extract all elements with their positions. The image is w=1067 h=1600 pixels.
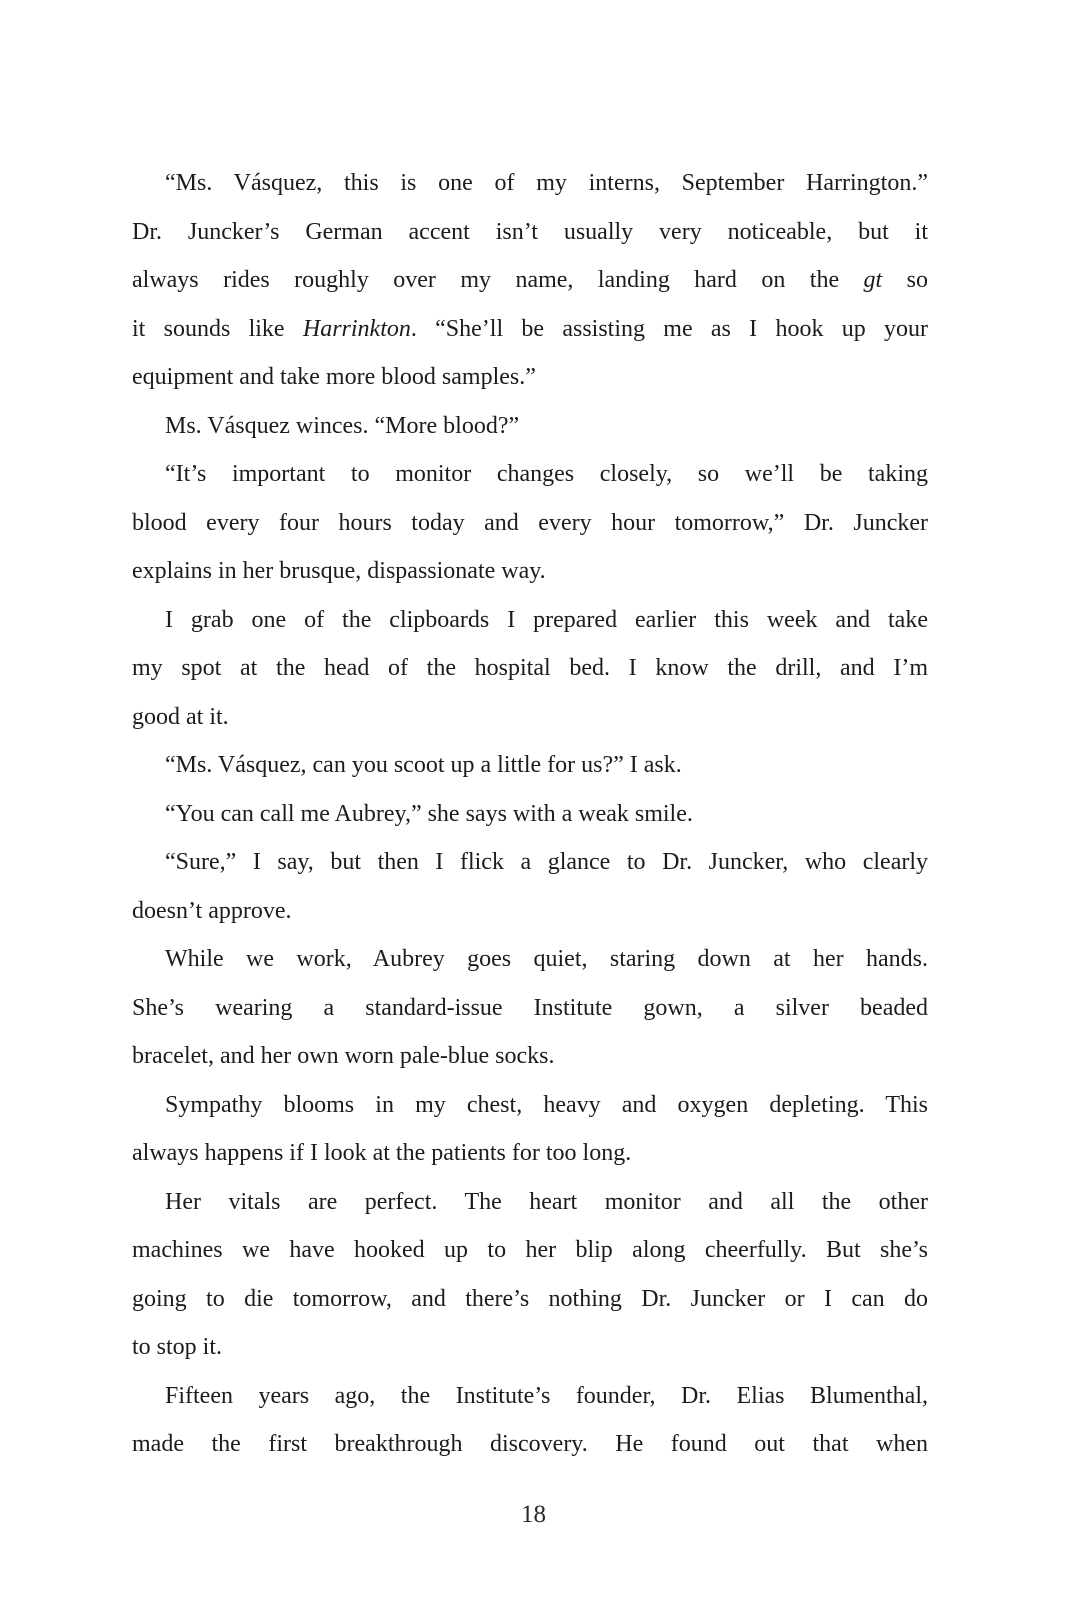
text-segment: Dr. Juncker’s German accent isn’t usually very noticeable, but it bbox=[132, 218, 928, 245]
text-segment: She’s wearing a standard-issue Institute gown, a silver beaded bbox=[132, 994, 928, 1021]
text-line bbox=[132, 1420, 928, 1469]
text-segment: blood every four hours today and every hour tomorrow,” Dr. Juncker bbox=[132, 509, 928, 536]
text-segment: doesn’t approve. bbox=[132, 897, 292, 924]
text-line bbox=[132, 499, 928, 548]
text-segment: “You can call me Aubrey,” she says with a weak smile. bbox=[165, 800, 693, 827]
text-segment: . “She’ll be assisting me as I hook up your bbox=[410, 315, 928, 342]
text-segment: “Ms. Vásquez, this is one of my interns, September Harrington.” bbox=[165, 170, 928, 196]
text-line bbox=[132, 935, 928, 984]
page-text bbox=[132, 159, 928, 1469]
text-line bbox=[132, 838, 928, 887]
text-line bbox=[132, 1032, 928, 1081]
text-line bbox=[132, 1129, 928, 1178]
text-segment: good at it. bbox=[132, 703, 229, 730]
text-segment: always happens if I look at the patients for too long. bbox=[132, 1140, 632, 1166]
text-line bbox=[132, 887, 928, 936]
text-line bbox=[132, 984, 928, 1033]
text-segment: equipment and take more blood samples.” bbox=[132, 364, 536, 390]
text-segment: machines we have hooked up to her blip along cheerfully. But she’s bbox=[132, 1237, 928, 1263]
text-segment: going to die tomorrow, and there’s nothing Dr. Juncker or I can do bbox=[132, 1285, 928, 1312]
text-segment: “It’s important to monitor changes closely, so we’ll be taking bbox=[165, 461, 928, 487]
text-line bbox=[132, 450, 928, 499]
text-line bbox=[132, 693, 928, 742]
text-segment: Fifteen years ago, the Institute’s founder, Dr. Elias Blumenthal, bbox=[165, 1382, 928, 1409]
text-line bbox=[132, 596, 928, 645]
text-segment: Sympathy blooms in my chest, heavy and oxygen depleting. This bbox=[165, 1091, 928, 1118]
page-number: 18 bbox=[521, 1501, 546, 1528]
text-segment: While we work, Aubrey goes quiet, staring down at her hands. bbox=[165, 946, 928, 972]
text-segment: always rides roughly over my name, landing hard on the bbox=[132, 267, 864, 293]
text-line bbox=[132, 402, 928, 451]
text-line bbox=[132, 1226, 928, 1275]
text-line bbox=[132, 1372, 928, 1421]
text-segment: made the first breakthrough discovery. He found out that when bbox=[132, 1431, 928, 1457]
text-line bbox=[132, 159, 928, 208]
italic-text-segment: gt bbox=[863, 267, 883, 293]
text-line bbox=[132, 1081, 928, 1130]
text-segment: bracelet, and her own worn pale-blue socks. bbox=[132, 1043, 555, 1069]
text-segment: Ms. Vásquez winces. “More blood?” bbox=[165, 412, 520, 439]
text-line bbox=[132, 741, 928, 790]
text-segment: my spot at the head of the hospital bed. I know the drill, and I’m bbox=[132, 655, 928, 681]
text-segment: I grab one of the clipboards I prepared earlier this week and take bbox=[165, 606, 928, 633]
text-segment: to stop it. bbox=[132, 1334, 223, 1360]
text-line bbox=[132, 208, 928, 257]
italic-text-segment: Harrinkton bbox=[302, 315, 411, 342]
text-segment: so bbox=[882, 267, 928, 293]
text-line bbox=[132, 1323, 928, 1372]
text-line bbox=[132, 256, 928, 305]
text-segment: Her vitals are perfect. The heart monitor and all the other bbox=[165, 1188, 928, 1215]
text-segment: “Ms. Vásquez, can you scoot up a little for us?” I ask. bbox=[165, 752, 682, 778]
text-segment: explains in her brusque, dispassionate way. bbox=[132, 558, 546, 584]
text-line bbox=[132, 547, 928, 596]
text-line bbox=[132, 1178, 928, 1227]
text-line bbox=[132, 1275, 928, 1324]
text-segment: “Sure,” I say, but then I flick a glance to Dr. Juncker, who clearly bbox=[165, 849, 928, 875]
text-line bbox=[132, 353, 928, 402]
text-line bbox=[132, 790, 928, 839]
text-line bbox=[132, 644, 928, 693]
text-segment: it sounds like bbox=[132, 315, 303, 342]
text-line bbox=[132, 305, 928, 354]
